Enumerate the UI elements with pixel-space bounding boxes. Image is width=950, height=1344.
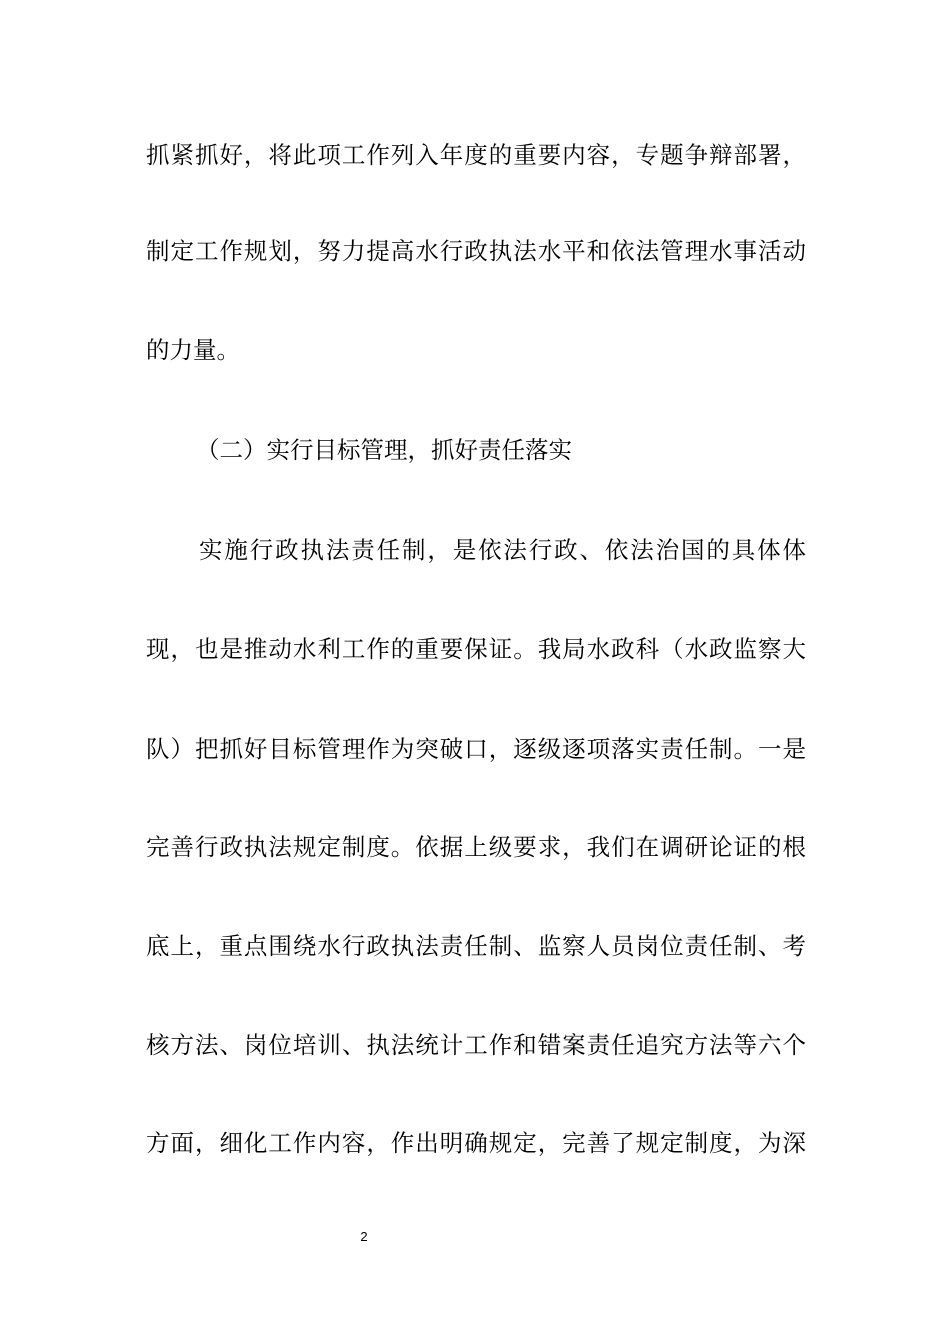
body-text-line: 现，也是推动水利工作的重要保证。我局水政科（水政监察大 [146,635,806,663]
body-text-line: 底上，重点围绕水行政执法责任制、监察人员岗位责任制、考 [146,932,806,960]
body-text-line: 抓紧抓好，将此项工作列入年度的重要内容，专题争辩部署， [146,141,806,169]
body-text-line: 核方法、岗位培训、执法统计工作和错案责任追究方法等六个 [146,1031,806,1059]
page-number: 2 [360,1229,368,1244]
section-heading: （二）实行目标管理，抓好责任落实 [196,436,572,464]
body-text-line: 队）把抓好目标管理作为突破口，逐级逐项落实责任制。一是 [146,735,806,763]
body-text-line: 制定工作规划，努力提高水行政执法水平和依法管理水事活动 [146,237,806,265]
body-text-line: 方面，细化工作内容，作出明确规定，完善了规定制度，为深 [146,1129,806,1157]
body-text-line: 实施行政执法责任制，是依法行政、依法治国的具体体 [199,536,806,564]
body-text-line: 完善行政执法规定制度。依据上级要求，我们在调研论证的根 [146,833,806,861]
body-text-line: 的力量。 [146,336,240,364]
